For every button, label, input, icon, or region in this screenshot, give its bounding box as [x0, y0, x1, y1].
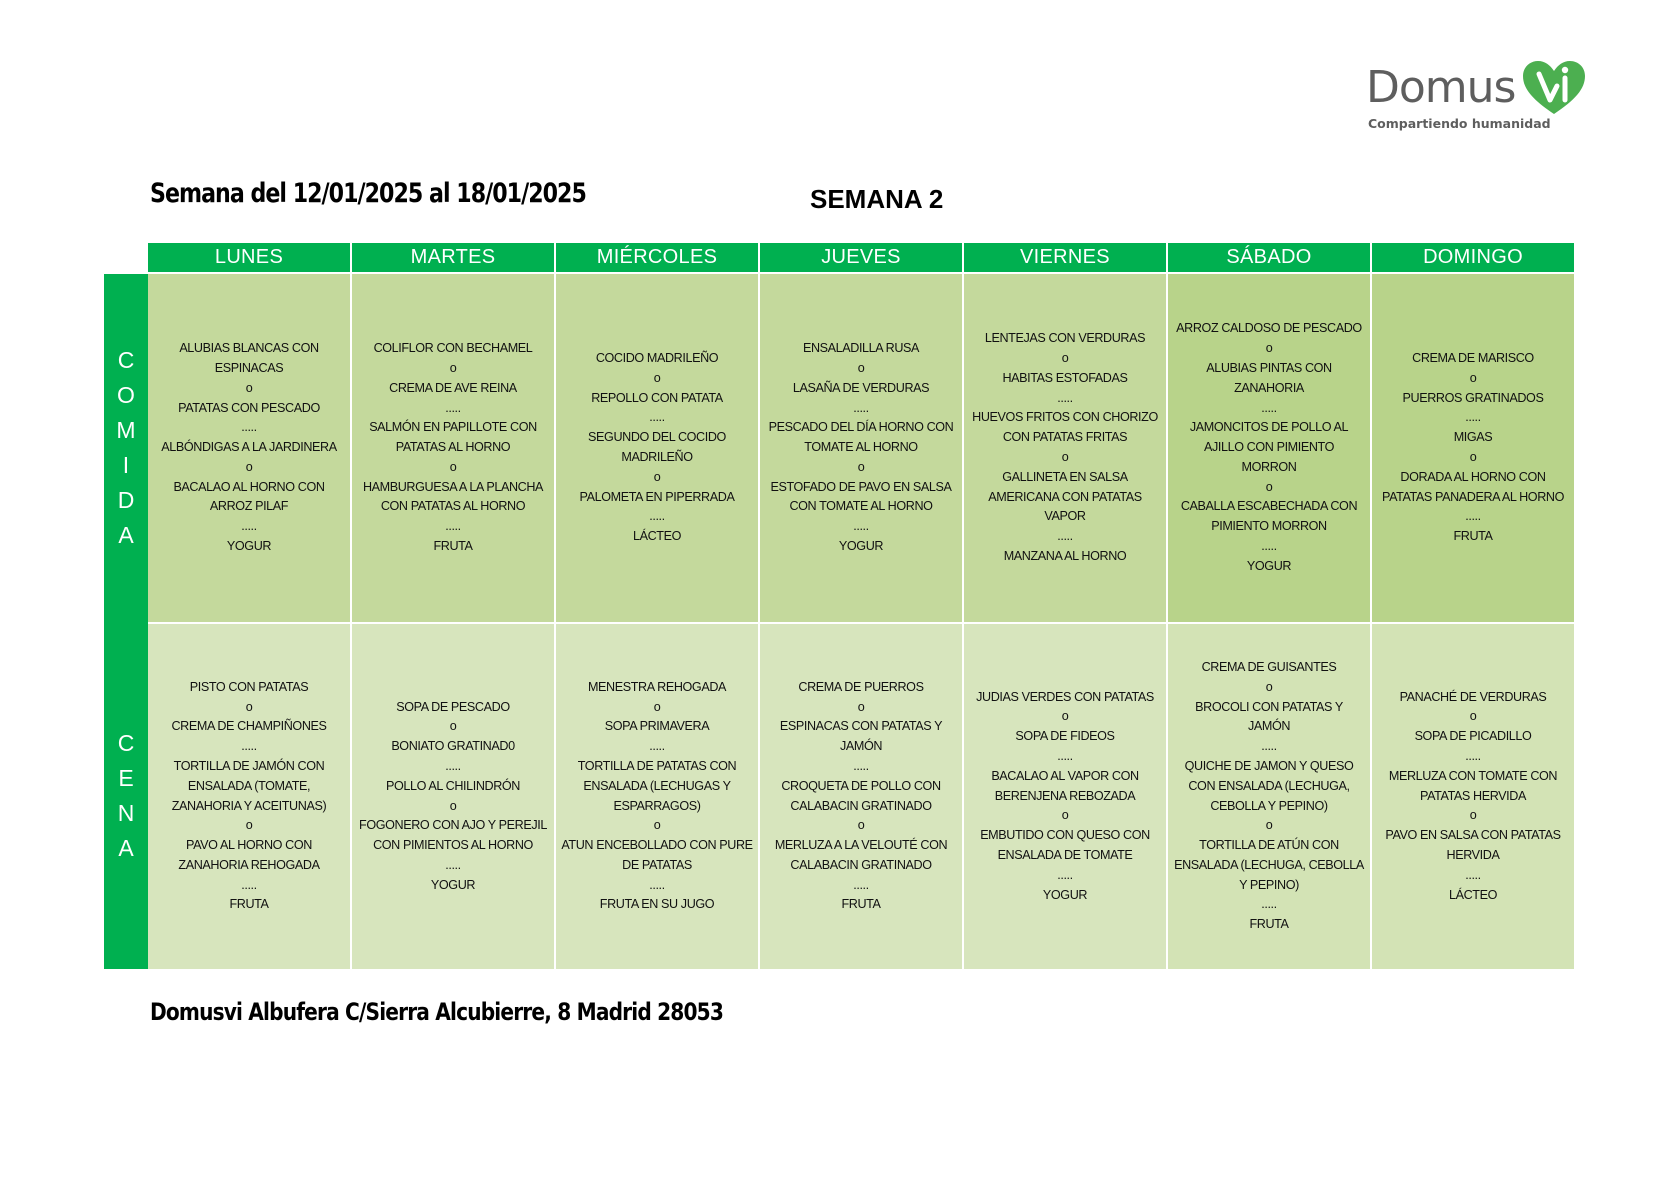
menu-line: SOPA PRIMAVERA: [604, 719, 710, 734]
menu-line: .....: [853, 877, 869, 892]
menu-line: MADRILEÑO: [621, 450, 693, 464]
menu-line: PANACHÉ DE VERDURAS: [1399, 689, 1547, 704]
menu-line: o: [1265, 341, 1273, 356]
menu-line: FRUTA: [1249, 917, 1289, 932]
menu-line: PATATAS CON PESCADO: [178, 400, 320, 415]
menu-line: HUEVOS FRITOS CON CHORIZO: [972, 410, 1158, 425]
weekly-menu-table: [104, 243, 1574, 969]
menu-line: HERVIDA: [1446, 847, 1500, 862]
footer-address: Domusvi Albufera C/Sierra Alcubierre, 8 Madrid 28053: [150, 998, 724, 1026]
menu-line: SEGUNDO DEL COCIDO: [588, 430, 726, 445]
menu-line: .....: [1261, 539, 1277, 554]
menu-line: EMBUTIDO CON QUESO CON: [980, 828, 1150, 843]
menu-line: ENSALADA (TOMATE,: [187, 778, 311, 793]
menu-line: .....: [241, 877, 257, 892]
menu-line: .....: [445, 857, 461, 872]
menu-line: CON PATATAS FRITAS: [1002, 430, 1128, 445]
menu-line: CREMA DE MARISCO: [1412, 351, 1534, 366]
menu-line: YOGUR: [430, 877, 476, 892]
menu-line: .....: [649, 877, 665, 892]
menu-line: .....: [241, 420, 257, 435]
menu-line: PIMIENTO MORRON: [1211, 519, 1327, 534]
menu-line: ATUN ENCEBOLLADO CON PURE: [561, 838, 753, 853]
menu-line: MIGAS: [1453, 430, 1493, 445]
menu-line: .....: [445, 758, 461, 773]
meal-label-letter: A: [118, 522, 134, 548]
menu-line: BROCOLI CON PATATAS Y: [1195, 699, 1343, 714]
menu-line: CREMA DE GUISANTES: [1201, 659, 1337, 674]
menu-line: .....: [445, 400, 461, 415]
menu-line: GALLINETA EN SALSA: [1002, 469, 1128, 484]
menu-line: ESPARRAGOS): [613, 798, 701, 813]
menu-line: .....: [1057, 749, 1073, 763]
menu-line: ESTOFADO DE PAVO EN SALSA: [770, 479, 952, 494]
menu-line: COCIDO MADRILEÑO: [595, 351, 719, 366]
menu-line: .....: [1057, 867, 1073, 882]
week-number-label: SEMANA 2: [810, 184, 944, 214]
menu-cell-cena-4: [964, 622, 1166, 969]
menu-line: AMERICANA CON PATATAS: [988, 489, 1142, 504]
menu-line: VAPOR: [1044, 509, 1086, 524]
menu-line: POLLO AL CHILINDRÓN: [385, 778, 520, 793]
day-header-4: VIERNES: [964, 243, 1166, 274]
menu-line: .....: [1261, 400, 1277, 415]
menu-line: ARROZ CALDOSO DE PESCADO: [1176, 321, 1362, 336]
menu-line: o: [1265, 479, 1273, 494]
menu-line: o: [653, 469, 661, 484]
menu-line: .....: [853, 400, 869, 415]
menu-line: ZANAHORIA Y ACEITUNAS): [171, 798, 327, 813]
menu-line: LÁCTEO: [1449, 887, 1497, 902]
menu-line: .....: [1465, 509, 1481, 524]
menu-line: o: [857, 818, 865, 833]
meal-label-cena: [104, 622, 148, 969]
brand-wordmark: Domus: [1366, 62, 1516, 113]
menu-line: HAMBURGUESA A LA PLANCHA: [362, 479, 544, 494]
menu-line: LÁCTEO: [633, 529, 681, 544]
meal-label-letter: C: [117, 347, 135, 373]
meal-label-letter: D: [117, 487, 135, 513]
menu-line: JUDIAS VERDES CON PATATAS: [976, 689, 1154, 704]
menu-line: CROQUETA DE POLLO CON: [781, 778, 941, 793]
menu-line: SOPA DE PICADILLO: [1414, 729, 1532, 744]
menu-line: FRUTA: [1453, 529, 1493, 544]
menu-line: REPOLLO CON PATATA: [591, 390, 723, 405]
menu-line: AJILLO CON PIMIENTO: [1203, 440, 1335, 455]
menu-line: PATATAS PANADERA AL HORNO: [1382, 489, 1564, 504]
week-range-title: Semana del 12/01/2025 al 18/01/2025: [150, 178, 586, 209]
menu-line: o: [1469, 370, 1477, 385]
menu-line: ZANAHORIA: [1234, 380, 1304, 395]
menu-line: PAVO AL HORNO CON: [186, 838, 312, 853]
menu-line: o: [449, 798, 457, 813]
menu-line: YOGUR: [226, 539, 272, 554]
menu-line: .....: [241, 739, 257, 754]
menu-line: o: [449, 360, 457, 375]
menu-line: o: [1469, 808, 1477, 823]
menu-line: .....: [853, 519, 869, 534]
menu-cell-comida-0: [148, 274, 350, 622]
menu-cell-comida-6: [1372, 274, 1574, 622]
menu-line: PATATAS HERVIDA: [1420, 788, 1526, 803]
menu-line: .....: [1057, 390, 1073, 405]
menu-line: MANZANA AL HORNO: [1003, 548, 1127, 563]
menu-line: JAMÓN: [1247, 719, 1291, 734]
meal-label-letter: N: [117, 799, 135, 826]
menu-line: ENSALADA (LECHUGA, CEBOLLA: [1174, 857, 1364, 872]
menu-line: CALABACIN GRATINADO: [790, 798, 932, 813]
menu-line: MERLUZA A LA VELOUTÉ CON: [774, 838, 948, 853]
meal-label-letter: E: [118, 764, 134, 791]
menu-line: TORTILLA DE ATÚN CON: [1199, 838, 1339, 853]
menu-line: TOMATE AL HORNO: [804, 440, 918, 455]
menu-line: JAMÓN: [839, 739, 883, 754]
brand-logo: [1366, 56, 1596, 132]
menu-line: CALABACIN GRATINADO: [790, 857, 932, 872]
menu-line: PALOMETA EN PIPERRADA: [579, 489, 735, 504]
menu-line: ESPINACAS: [214, 360, 284, 375]
menu-cell-cena-6: [1372, 622, 1574, 969]
heart-vi-icon: [1519, 58, 1589, 118]
menu-line: CREMA DE PUERROS: [798, 679, 924, 694]
menu-cell-cena-1: [352, 622, 554, 969]
menu-line: JAMONCITOS DE POLLO AL: [1189, 420, 1349, 435]
menu-line: PAVO EN SALSA CON PATATAS: [1385, 828, 1561, 843]
menu-line: CABALLA ESCABECHADA CON: [1180, 499, 1358, 514]
menu-line: ALUBIAS BLANCAS CON: [179, 341, 319, 356]
menu-line: CREMA DE CHAMPIÑONES: [171, 719, 327, 734]
menu-cell-cena-5: [1168, 622, 1370, 969]
menu-line: o: [245, 699, 253, 714]
menu-line: FRUTA EN SU JUGO: [599, 897, 715, 912]
menu-line: ENSALADA DE TOMATE: [997, 847, 1133, 862]
menu-line: .....: [1465, 867, 1481, 882]
meal-label-letter: M: [116, 417, 136, 443]
menu-line: BACALAO AL HORNO CON: [173, 479, 325, 494]
menu-line: BONIATO GRATINAD0: [391, 739, 515, 754]
brand-tagline: Compartiendo humanidad: [1368, 116, 1551, 131]
menu-line: o: [449, 459, 457, 474]
menu-line: CON ENSALADA (LECHUGA,: [1188, 778, 1350, 793]
menu-line: ZANAHORIA REHOGADA: [178, 857, 320, 872]
menu-line: .....: [1465, 749, 1481, 763]
menu-line: DE PATATAS: [622, 857, 692, 872]
menu-line: o: [653, 818, 661, 833]
menu-line: .....: [1465, 410, 1481, 425]
menu-line: DORADA AL HORNO CON: [1400, 469, 1546, 484]
menu-line: ESPINACAS CON PATATAS Y: [779, 719, 943, 734]
menu-line: o: [1061, 808, 1069, 823]
menu-line: ENSALADILLA RUSA: [802, 341, 920, 356]
menu-line: o: [857, 459, 865, 474]
meal-label-letter: C: [117, 729, 135, 756]
meal-label-comida: [104, 274, 148, 622]
day-header-1: MARTES: [352, 243, 554, 274]
menu-line: CON PATATAS AL HORNO: [380, 499, 526, 514]
menu-line: FRUTA: [841, 897, 881, 912]
day-header-6: DOMINGO: [1372, 243, 1574, 274]
menu-line: HABITAS ESTOFADAS: [1002, 370, 1128, 385]
menu-line: TORTILLA DE JAMÓN CON: [173, 758, 325, 773]
day-header-3: JUEVES: [760, 243, 962, 274]
menu-line: o: [245, 818, 253, 833]
menu-cell-comida-1: [352, 274, 554, 622]
menu-line: ALBÓNDIGAS A LA JARDINERA: [161, 440, 337, 455]
meal-label-letter: I: [122, 452, 130, 478]
menu-line: o: [1061, 351, 1069, 366]
menu-line: ENSALADA (LECHUGAS Y: [583, 778, 731, 793]
menu-line: o: [1469, 709, 1477, 724]
menu-line: .....: [853, 758, 869, 773]
menu-cell-cena-0: [148, 622, 350, 969]
menu-line: SOPA DE PESCADO: [396, 699, 510, 714]
menu-line: .....: [1057, 529, 1073, 544]
menu-line: SALMÓN EN PAPILLOTE CON: [369, 420, 537, 435]
menu-line: CON TOMATE AL HORNO: [789, 499, 933, 514]
menu-line: PISTO CON PATATAS: [189, 679, 309, 694]
menu-line: MERLUZA CON TOMATE CON: [1388, 768, 1558, 783]
menu-line: o: [1265, 818, 1273, 833]
menu-line: o: [245, 459, 253, 474]
menu-cell-comida-3: [760, 274, 962, 622]
menu-line: FRUTA: [229, 897, 269, 912]
menu-line: COLIFLOR CON BECHAMEL: [373, 341, 533, 356]
menu-line: QUICHE DE JAMON Y QUESO: [1184, 758, 1354, 773]
menu-line: BERENJENA REBOZADA: [994, 788, 1136, 803]
meal-label-letter: A: [118, 834, 134, 861]
menu-line: o: [449, 719, 457, 734]
menu-line: PESCADO DEL DÍA HORNO CON: [768, 420, 954, 435]
menu-line: CEBOLLA Y PEPINO): [1210, 798, 1328, 813]
menu-line: ARROZ PILAF: [209, 499, 289, 514]
menu-line: FOGONERO CON AJO Y PEREJIL: [359, 818, 547, 833]
menu-line: o: [1265, 679, 1273, 694]
day-header-5: SÁBADO: [1168, 243, 1370, 274]
menu-line: .....: [241, 519, 257, 534]
menu-line: YOGUR: [1246, 558, 1292, 573]
menu-line: TORTILLA DE PATATAS CON: [577, 758, 737, 773]
menu-line: MORRON: [1241, 459, 1297, 474]
menu-line: YOGUR: [838, 539, 884, 554]
menu-cell-cena-2: [556, 622, 758, 969]
menu-line: FRUTA: [433, 539, 473, 554]
menu-line: .....: [649, 739, 665, 754]
menu-line: o: [1061, 709, 1069, 724]
menu-line: o: [1061, 450, 1069, 464]
menu-line: .....: [445, 519, 461, 534]
menu-line: o: [653, 370, 661, 385]
menu-line: ALUBIAS PINTAS CON: [1206, 360, 1332, 375]
menu-line: YOGUR: [1042, 887, 1088, 902]
menu-line: Y PEPINO): [1239, 877, 1299, 892]
menu-line: BACALAO AL VAPOR CON: [991, 768, 1139, 783]
menu-line: LASAÑA DE VERDURAS: [792, 380, 930, 395]
menu-line: .....: [649, 410, 665, 425]
menu-line: SOPA DE FIDEOS: [1015, 729, 1115, 744]
menu-line: o: [1469, 450, 1477, 464]
menu-cell-comida-4: [964, 274, 1166, 622]
menu-line: .....: [649, 509, 665, 524]
menu-cell-cena-3: [760, 622, 962, 969]
menu-line: o: [245, 380, 253, 395]
menu-line: CREMA DE AVE REINA: [389, 380, 517, 395]
menu-line: .....: [1261, 739, 1277, 754]
menu-line: PATATAS AL HORNO: [395, 440, 511, 455]
menu-cell-comida-2: [556, 274, 758, 622]
day-header-0: LUNES: [148, 243, 350, 274]
menu-line: MENESTRA REHOGADA: [587, 679, 727, 694]
table-corner: [104, 243, 146, 274]
menu-cell-comida-5: [1168, 274, 1370, 622]
day-header-2: MIÉRCOLES: [556, 243, 758, 274]
menu-line: o: [653, 699, 661, 714]
menu-line: LENTEJAS CON VERDURAS: [984, 331, 1146, 346]
menu-line: PUERROS GRATINADOS: [1402, 390, 1544, 405]
meal-label-letter: O: [117, 382, 135, 408]
menu-line: CON PIMIENTOS AL HORNO: [373, 838, 533, 853]
menu-line: o: [857, 360, 865, 375]
menu-line: o: [857, 699, 865, 714]
menu-line: .....: [1261, 897, 1277, 912]
